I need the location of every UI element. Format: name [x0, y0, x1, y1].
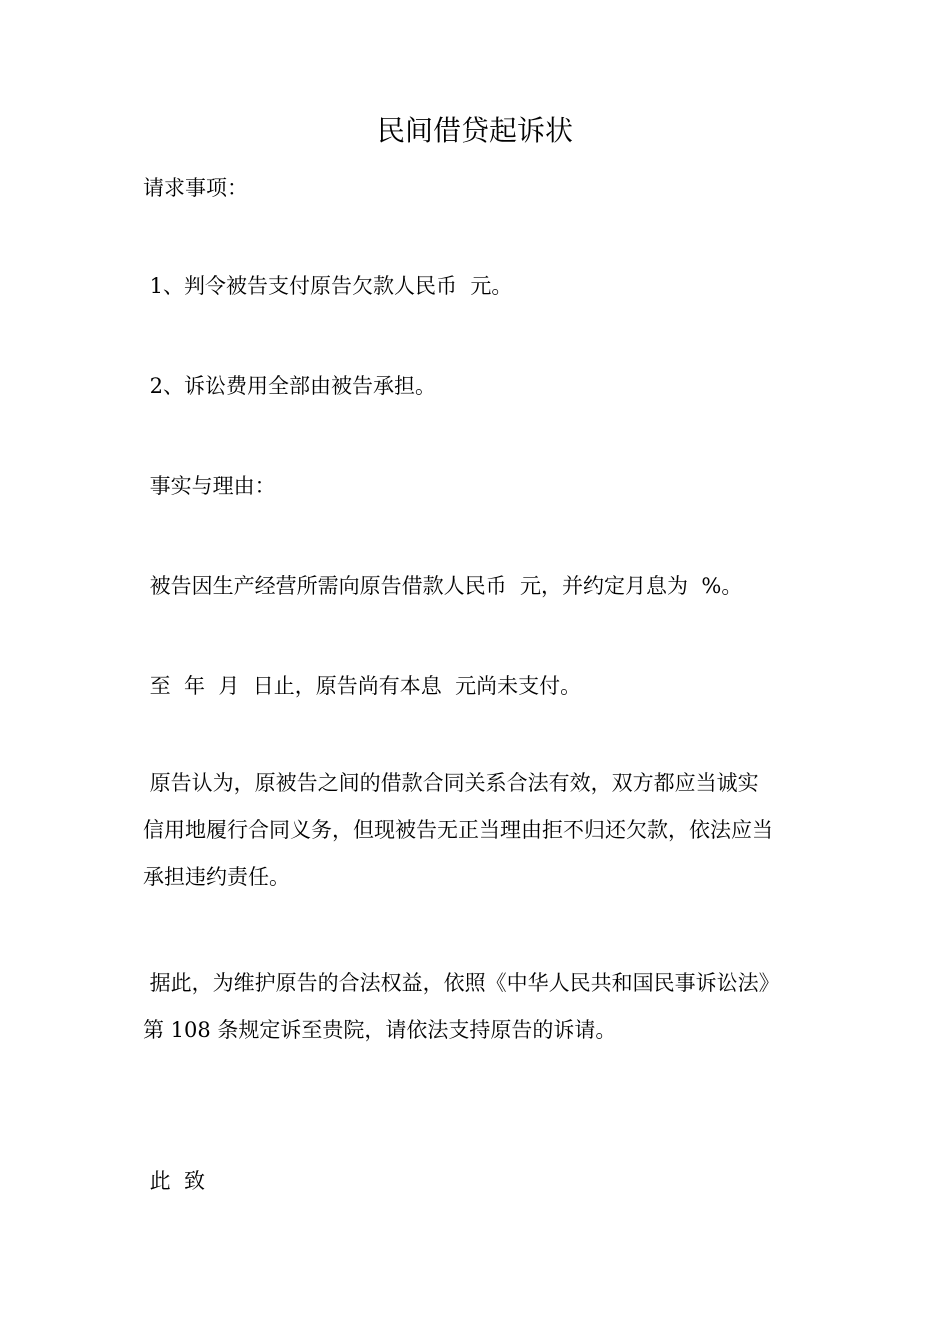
claims-heading: 请求事项：: [143, 176, 248, 200]
basis-line: 据此，为维护原告的合法权益，依照《中华人民共和国民事诉讼法》: [143, 971, 780, 995]
reason-line: 信用地履行合同义务，但现被告无正当理由拒不归还欠款，依法应当: [143, 818, 773, 842]
claim-2: 2、诉讼费用全部由被告承担。: [143, 374, 437, 398]
basis-paragraph: [143, 960, 813, 1054]
fact-1: 被告因生产经营所需向原告借款人民币 元，并约定月息为 %。: [143, 574, 743, 598]
facts-heading: 事实与理由：: [143, 474, 276, 498]
claim-1: 1、判令被告支付原告欠款人民币 元。: [143, 274, 513, 298]
reason-paragraph: [143, 760, 813, 901]
closing-text: 此 致: [143, 1169, 206, 1193]
fact-2: 至 年 月 日止，原告尚有本息 元尚未支付。: [143, 674, 582, 698]
reason-line: 原告认为，原被告之间的借款合同关系合法有效，双方都应当诚实: [143, 771, 759, 795]
reason-line: 承担违约责任。: [143, 865, 290, 889]
document-title: 民间借贷起诉状: [376, 114, 573, 147]
basis-line: 第 108 条规定诉至贵院，请依法支持原告的诉请。: [143, 1018, 617, 1042]
